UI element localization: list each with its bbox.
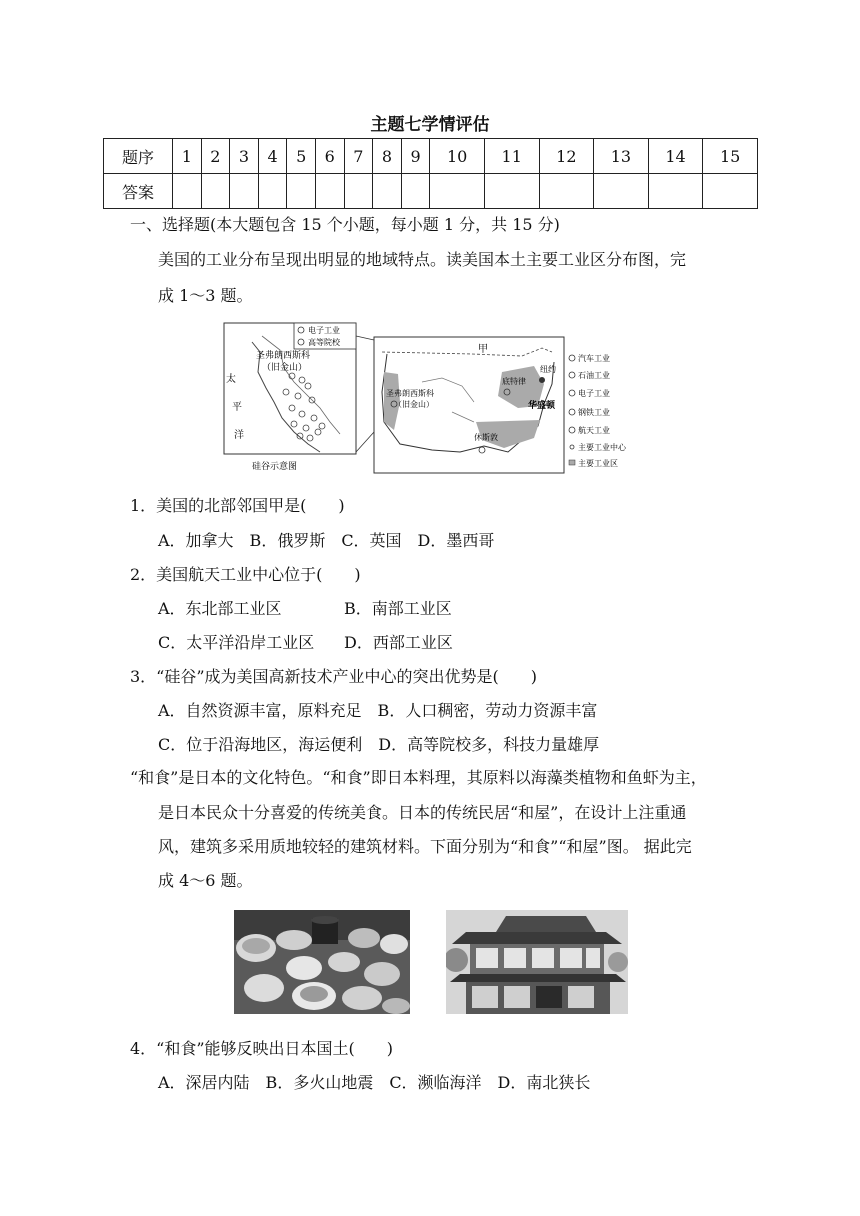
answer-cell[interactable] [430,174,485,209]
number-cell: 13 [594,139,649,174]
intro-text: 成 1～3 题。 [158,286,253,305]
number-cell: 1 [173,139,202,174]
question-3-stem: 3．“硅谷”成为美国高新技术产业中心的突出优势是( ) [130,667,538,686]
answer-cell[interactable] [258,174,287,209]
inset-city-label-2: （旧金山） [262,363,308,373]
steel-industry-icon [569,409,575,415]
number-cell: 5 [287,139,316,174]
inset-legend-university: 高等院校 [308,338,340,347]
page-title: 主题七学情评估 [370,115,490,135]
inset-legend-electronics: 电子工业 [308,326,340,335]
question-3-options-cd: C．位于沿海地区，海运便利 D．高等院校多，科技力量雄厚 [158,735,600,754]
number-cell: 7 [344,139,373,174]
legend-item: 汽车工业 [578,354,610,363]
city-washington-label: 华盛顿 [528,401,556,411]
ocean-label: 洋 [234,430,244,441]
answer-cell[interactable] [648,174,703,209]
answer-table [103,138,758,209]
inset-caption: 硅谷示意图 [252,462,298,472]
ocean-label: 平 [232,402,242,413]
legend-item: 航天工业 [578,426,610,435]
intro2-text: 成 4～6 题。 [158,871,253,890]
city-houston-label: 休斯敦 [474,433,498,442]
number-cell: 8 [373,139,402,174]
city-sf-label: 圣弗朗西斯科 [386,389,434,398]
aerospace-industry-icon [569,427,575,433]
row-label: 答案 [104,174,173,209]
question-4-stem: 4．“和食”能够反映出日本国土( ) [130,1039,394,1058]
question-3-options-ab: A．自然资源丰富，原料充足 B．人口稠密，劳动力资源丰富 [158,701,598,720]
answer-cell[interactable] [594,174,649,209]
answer-cell[interactable] [230,174,259,209]
legend-item: 主要工业中心 [578,443,626,452]
intro2-text: 风，建筑多采用质地较轻的建筑材料。下面分别为“和食”“和屋”图。 据此完 [158,837,692,856]
city-detroit-label: 底特律 [502,377,526,386]
question-1-stem: 1．美国的北部邻国甲是( ) [130,496,345,515]
answer-cell[interactable] [401,174,430,209]
industry-region-icon [569,460,575,465]
answer-table-number-row [104,139,758,174]
answer-cell[interactable] [173,174,202,209]
legend-item: 主要工业区 [578,459,618,468]
question-4-options: A．深居内陆 B．多火山地震 C．濒临海洋 D．南北狭长 [158,1073,591,1092]
answer-cell[interactable] [344,174,373,209]
question-2-option-d: D．西部工业区 [344,633,453,652]
legend-item: 石油工业 [578,371,610,380]
number-cell: 11 [484,139,539,174]
city-sf-label-2: （旧金山） [394,400,434,409]
number-cell: 10 [430,139,485,174]
map-legend [569,353,627,468]
legend-item: 钢铁工业 [578,408,610,417]
inset-city-label: 圣弗朗西斯科 [256,351,311,361]
answer-cell[interactable] [373,174,402,209]
question-2-option-a: A．东北部工业区 [158,599,282,618]
number-cell: 6 [315,139,344,174]
question-2-option-b: B．南部工业区 [344,599,452,618]
answer-cell[interactable] [201,174,230,209]
electronics-industry-icon [569,390,575,396]
answer-cell[interactable] [315,174,344,209]
intro2-text: 是日本民众十分喜爱的传统美食。日本的传统民居“和屋”，在设计上注重通 [158,803,687,822]
answer-cell[interactable] [484,174,539,209]
question-1-options: A．加拿大 B．俄罗斯 C．英国 D．墨西哥 [158,531,495,550]
intro2-text: “和食”是日本的文化特色。“和食”即日本料理，其原料以海藻类植物和鱼虾为主， [130,768,707,787]
answer-table-answer-row [104,174,758,209]
question-2-option-c: C．太平洋沿岸工业区 [158,633,315,652]
number-cell: 15 [703,139,758,174]
industry-center-icon [570,445,574,449]
answer-cell[interactable] [703,174,758,209]
number-cell: 14 [648,139,703,174]
number-cell: 9 [401,139,430,174]
number-cell: 4 [258,139,287,174]
city-newyork-label: 纽约 [540,365,556,374]
oil-industry-icon [569,372,575,378]
neighbor-country-label: 甲 [478,344,488,355]
legend-item: 电子工业 [578,389,610,398]
section-heading: 一、选择题(本大题包含 15 个小题，每小题 1 分，共 15 分) [130,215,560,234]
ocean-label: 太 [226,374,236,385]
number-cell: 3 [230,139,259,174]
washoku-photo [234,910,410,1014]
answer-cell[interactable] [287,174,316,209]
row-label: 题序 [104,139,173,174]
auto-industry-icon [569,355,575,361]
us-industry-map [222,322,642,478]
japanese-house-photo [446,910,628,1014]
number-cell: 12 [539,139,594,174]
question-2-stem: 2．美国航天工业中心位于( ) [130,565,361,584]
intro-text: 美国的工业分布呈现出明显的地域特点。读美国本土主要工业区分布图，完 [158,250,687,269]
number-cell: 2 [201,139,230,174]
answer-cell[interactable] [539,174,594,209]
